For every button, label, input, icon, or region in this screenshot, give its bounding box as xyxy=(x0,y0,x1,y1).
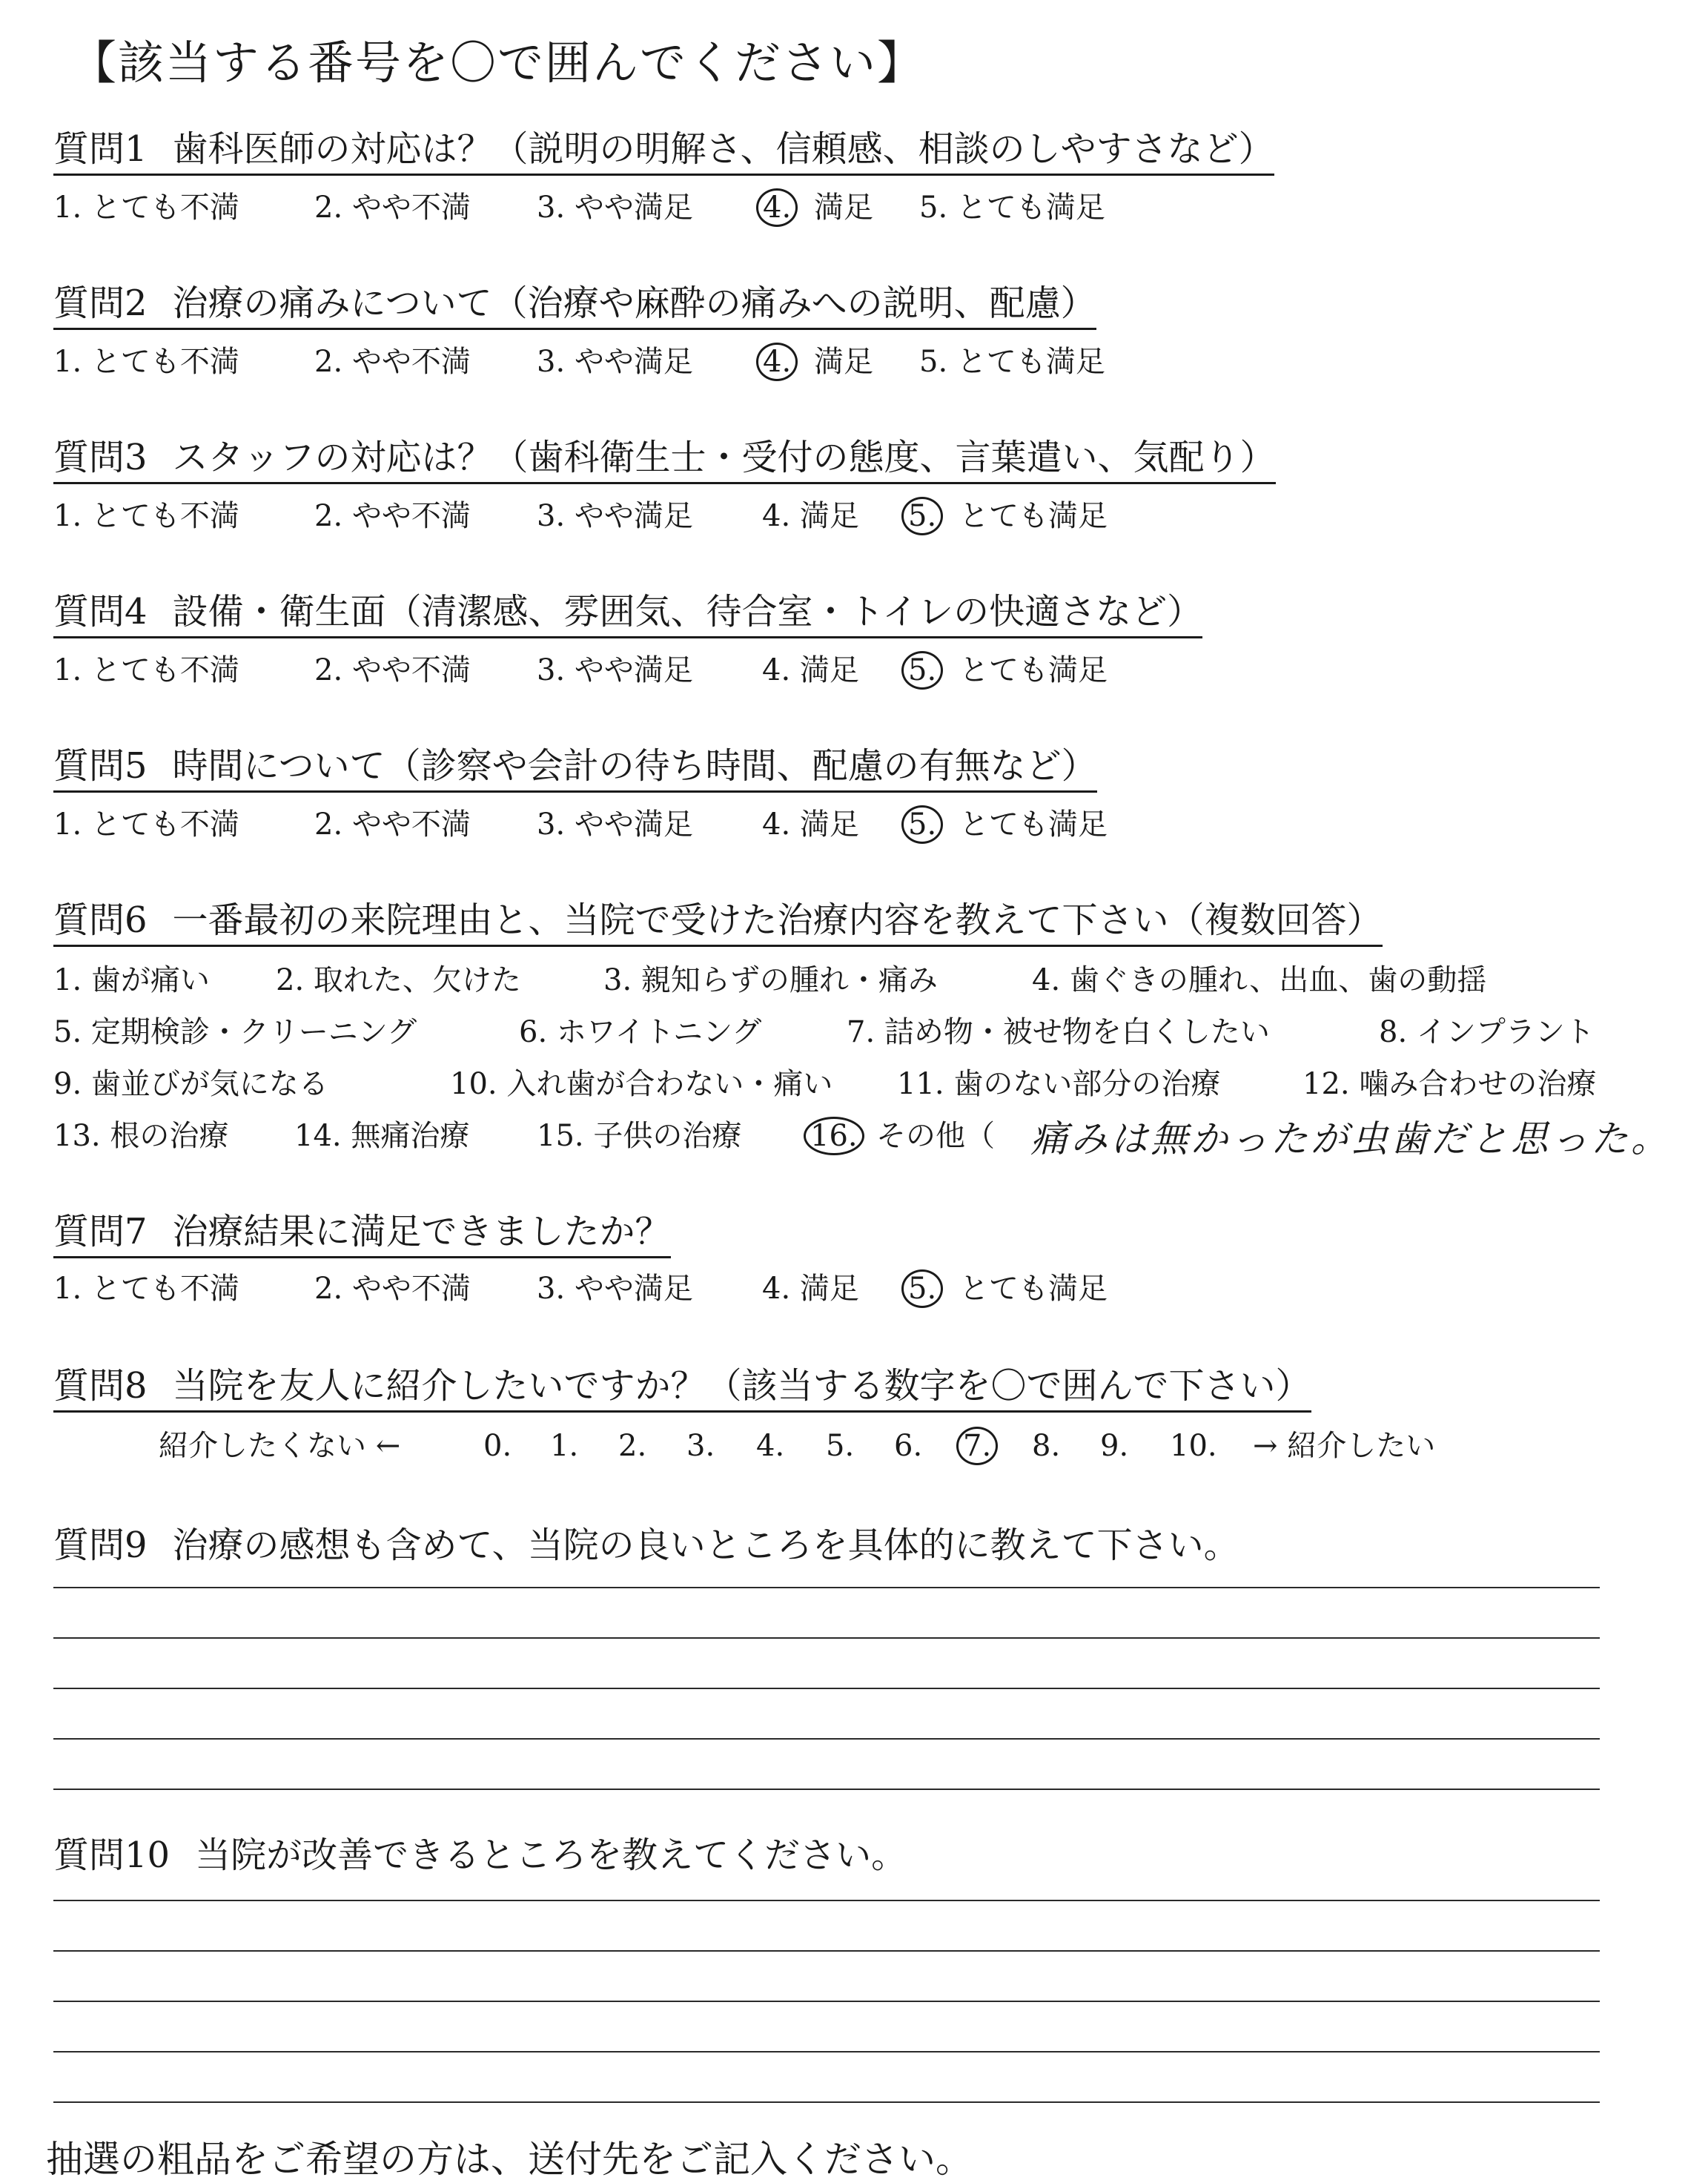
question-5-title xyxy=(53,744,1097,793)
selection-circle: 4. xyxy=(756,343,798,381)
option-5-selected[interactable] xyxy=(907,804,943,845)
scale-10[interactable]: 10. xyxy=(1170,1429,1217,1463)
option-1[interactable]: 1. とても不満 xyxy=(53,653,239,687)
question-3-title xyxy=(53,436,1276,484)
scale-9[interactable]: 9. xyxy=(1100,1429,1129,1463)
option-4[interactable]: 4. 満足 xyxy=(762,808,859,842)
selection-circle: 4. xyxy=(756,188,798,227)
scale-4[interactable]: 4. xyxy=(756,1429,785,1463)
question-text: 治療の感想も含めて、当院の良いところを具体的に教えて下さい。 xyxy=(172,1525,1239,1566)
scale-6[interactable]: 6. xyxy=(894,1429,923,1463)
scale-8[interactable]: 8. xyxy=(1032,1429,1061,1463)
option-4-label: 満足 xyxy=(814,345,873,379)
option-14[interactable]: 14. 無痛治療 xyxy=(294,1119,470,1153)
scale-left-label: 紹介したくない ← xyxy=(159,1429,401,1463)
option-1[interactable]: 1. とても不満 xyxy=(53,345,239,379)
option-4-label: 満足 xyxy=(814,191,873,225)
option-16-selected[interactable] xyxy=(810,1115,864,1157)
option-11[interactable]: 11. 歯のない部分の治療 xyxy=(897,1067,1221,1101)
option-5[interactable]: 5. とても満足 xyxy=(919,191,1105,225)
question-number: 質問6 xyxy=(53,899,148,941)
question-number: 質問2 xyxy=(53,283,148,324)
option-3[interactable]: 3. 親知らずの腫れ・痛み xyxy=(603,963,938,997)
option-12[interactable]: 12. 噛み合わせの治療 xyxy=(1302,1067,1597,1101)
option-2[interactable]: 2. やや不満 xyxy=(314,345,471,379)
question-number: 質問9 xyxy=(53,1525,148,1566)
selection-circle: 5. xyxy=(901,497,943,535)
selection-circle: 5. xyxy=(901,805,943,844)
option-1[interactable]: 1. とても不満 xyxy=(53,499,239,533)
option-4[interactable]: 4. 満足 xyxy=(762,1272,859,1306)
question-text: 設備・衛生面（清潔感、雰囲気、待合室・トイレの快適さなど） xyxy=(172,591,1203,633)
option-4[interactable]: 4. 満足 xyxy=(762,653,859,687)
question-1-title xyxy=(53,128,1274,176)
question-text: 治療結果に満足できましたか？ xyxy=(172,1211,671,1252)
option-13[interactable]: 13. 根の治療 xyxy=(53,1119,229,1153)
option-3[interactable]: 3. やや満足 xyxy=(537,653,693,687)
footer-note: 抽選の粗品をご希望の方は、送付先をご記入ください。 xyxy=(46,2138,973,2181)
answer-line[interactable] xyxy=(53,1950,1600,1952)
option-6[interactable]: 6. ホワイトニング xyxy=(519,1015,762,1049)
option-5-selected[interactable] xyxy=(907,495,943,537)
scale-3[interactable]: 3. xyxy=(686,1429,715,1463)
question-text: 一番最初の来院理由と、当院で受けた治療内容を教えて下さい（複数回答） xyxy=(172,899,1383,941)
option-5-label: とても満足 xyxy=(959,653,1108,687)
option-2[interactable]: 2. やや不満 xyxy=(314,653,471,687)
option-5[interactable]: 5. 定期検診・クリーニング xyxy=(53,1015,417,1049)
question-9-title xyxy=(53,1525,1239,1566)
option-5-label: とても満足 xyxy=(959,1272,1108,1306)
option-1[interactable]: 1. とても不満 xyxy=(53,1272,239,1306)
scale-7-selected[interactable] xyxy=(962,1425,998,1467)
option-8[interactable]: 8. インプラント xyxy=(1379,1015,1595,1049)
question-text: 時間について（診察や会計の待ち時間、配慮の有無など） xyxy=(172,745,1097,787)
question-7-title xyxy=(53,1210,671,1258)
question-number: 質問10 xyxy=(53,1834,171,1876)
option-5-label: とても満足 xyxy=(959,499,1108,533)
option-1[interactable]: 1. とても不満 xyxy=(53,191,239,225)
answer-line[interactable] xyxy=(53,2101,1600,2103)
option-5-label: とても満足 xyxy=(959,808,1108,842)
option-4[interactable]: 4. 歯ぐきの腫れ、出血、歯の動揺 xyxy=(1032,963,1487,997)
scale-0[interactable]: 0. xyxy=(483,1429,512,1463)
answer-line[interactable] xyxy=(53,1637,1600,1639)
question-6-title xyxy=(53,899,1383,947)
option-2[interactable]: 2. やや不満 xyxy=(314,1272,471,1306)
question-text: 治療の痛みについて（治療や麻酔の痛みへの説明、配慮） xyxy=(172,283,1096,324)
question-4-title xyxy=(53,590,1202,638)
handwritten-other-answer[interactable]: 痛みは無かったが虫歯だと思った。 xyxy=(1030,1117,1671,1160)
option-2[interactable]: 2. やや不満 xyxy=(314,191,471,225)
selection-circle: 7. xyxy=(956,1427,998,1465)
option-3[interactable]: 3. やや満足 xyxy=(537,1272,693,1306)
answer-line[interactable] xyxy=(53,1789,1600,1790)
answer-line[interactable] xyxy=(53,1738,1600,1740)
question-text: 歯科医師の対応は？（説明の明解さ、信頼感、相談のしやすさなど） xyxy=(172,128,1274,170)
option-1[interactable]: 1. 歯が痛い xyxy=(53,963,210,997)
scale-right-label: → 紹介したい xyxy=(1253,1429,1436,1463)
scale-1[interactable]: 1. xyxy=(550,1429,579,1463)
scale-2[interactable]: 2. xyxy=(618,1429,647,1463)
selection-circle: 16. xyxy=(804,1117,864,1155)
question-number: 質問4 xyxy=(53,591,148,633)
page-heading: 【該当する番号を〇で囲んでください】 xyxy=(70,36,925,90)
selection-circle: 5. xyxy=(901,1269,943,1308)
option-15[interactable]: 15. 子供の治療 xyxy=(537,1119,742,1153)
question-number: 質問8 xyxy=(53,1365,148,1407)
option-3[interactable]: 3. やや満足 xyxy=(537,191,693,225)
question-text: 当院を友人に紹介したいですか？（該当する数字を〇で囲んで下さい） xyxy=(172,1365,1311,1407)
question-10-title xyxy=(53,1834,907,1876)
question-8-title xyxy=(53,1364,1311,1413)
answer-line[interactable] xyxy=(53,1587,1600,1588)
selection-circle: 5. xyxy=(901,651,943,690)
question-2-title xyxy=(53,282,1096,330)
option-5-selected[interactable] xyxy=(907,1268,943,1310)
option-4[interactable]: 4. 満足 xyxy=(762,499,859,533)
question-number: 質問5 xyxy=(53,745,148,787)
question-number: 質問1 xyxy=(53,128,148,170)
scale-5[interactable]: 5. xyxy=(826,1429,855,1463)
option-2[interactable]: 2. 取れた、欠けた xyxy=(276,963,521,997)
answer-line[interactable] xyxy=(53,2051,1600,2052)
answer-line[interactable] xyxy=(53,2001,1600,2002)
answer-line[interactable] xyxy=(53,1900,1600,1901)
option-2[interactable]: 2. やや不満 xyxy=(314,808,471,842)
question-number: 質問7 xyxy=(53,1211,148,1252)
option-3[interactable]: 3. やや満足 xyxy=(537,808,693,842)
option-7[interactable]: 7. 詰め物・被せ物を白くしたい xyxy=(847,1015,1270,1049)
option-5[interactable]: 5. とても満足 xyxy=(919,345,1105,379)
option-5-selected[interactable] xyxy=(907,650,943,691)
option-16-label: その他（ xyxy=(876,1119,995,1153)
option-2[interactable]: 2. やや不満 xyxy=(314,499,471,533)
question-number: 質問3 xyxy=(53,437,148,478)
option-10[interactable]: 10. 入れ歯が合わない・痛い xyxy=(450,1067,833,1101)
option-4-selected[interactable] xyxy=(762,187,798,228)
answer-line[interactable] xyxy=(53,1688,1600,1689)
question-text: 当院が改善できるところを教えてください。 xyxy=(195,1834,907,1876)
option-3[interactable]: 3. やや満足 xyxy=(537,345,693,379)
question-text: スタッフの対応は？（歯科衛生士・受付の態度、言葉遣い、気配り） xyxy=(172,437,1276,478)
option-1[interactable]: 1. とても不満 xyxy=(53,808,239,842)
option-9[interactable]: 9. 歯並びが気になる xyxy=(53,1067,328,1101)
option-3[interactable]: 3. やや満足 xyxy=(537,499,693,533)
option-4-selected[interactable] xyxy=(762,341,798,383)
